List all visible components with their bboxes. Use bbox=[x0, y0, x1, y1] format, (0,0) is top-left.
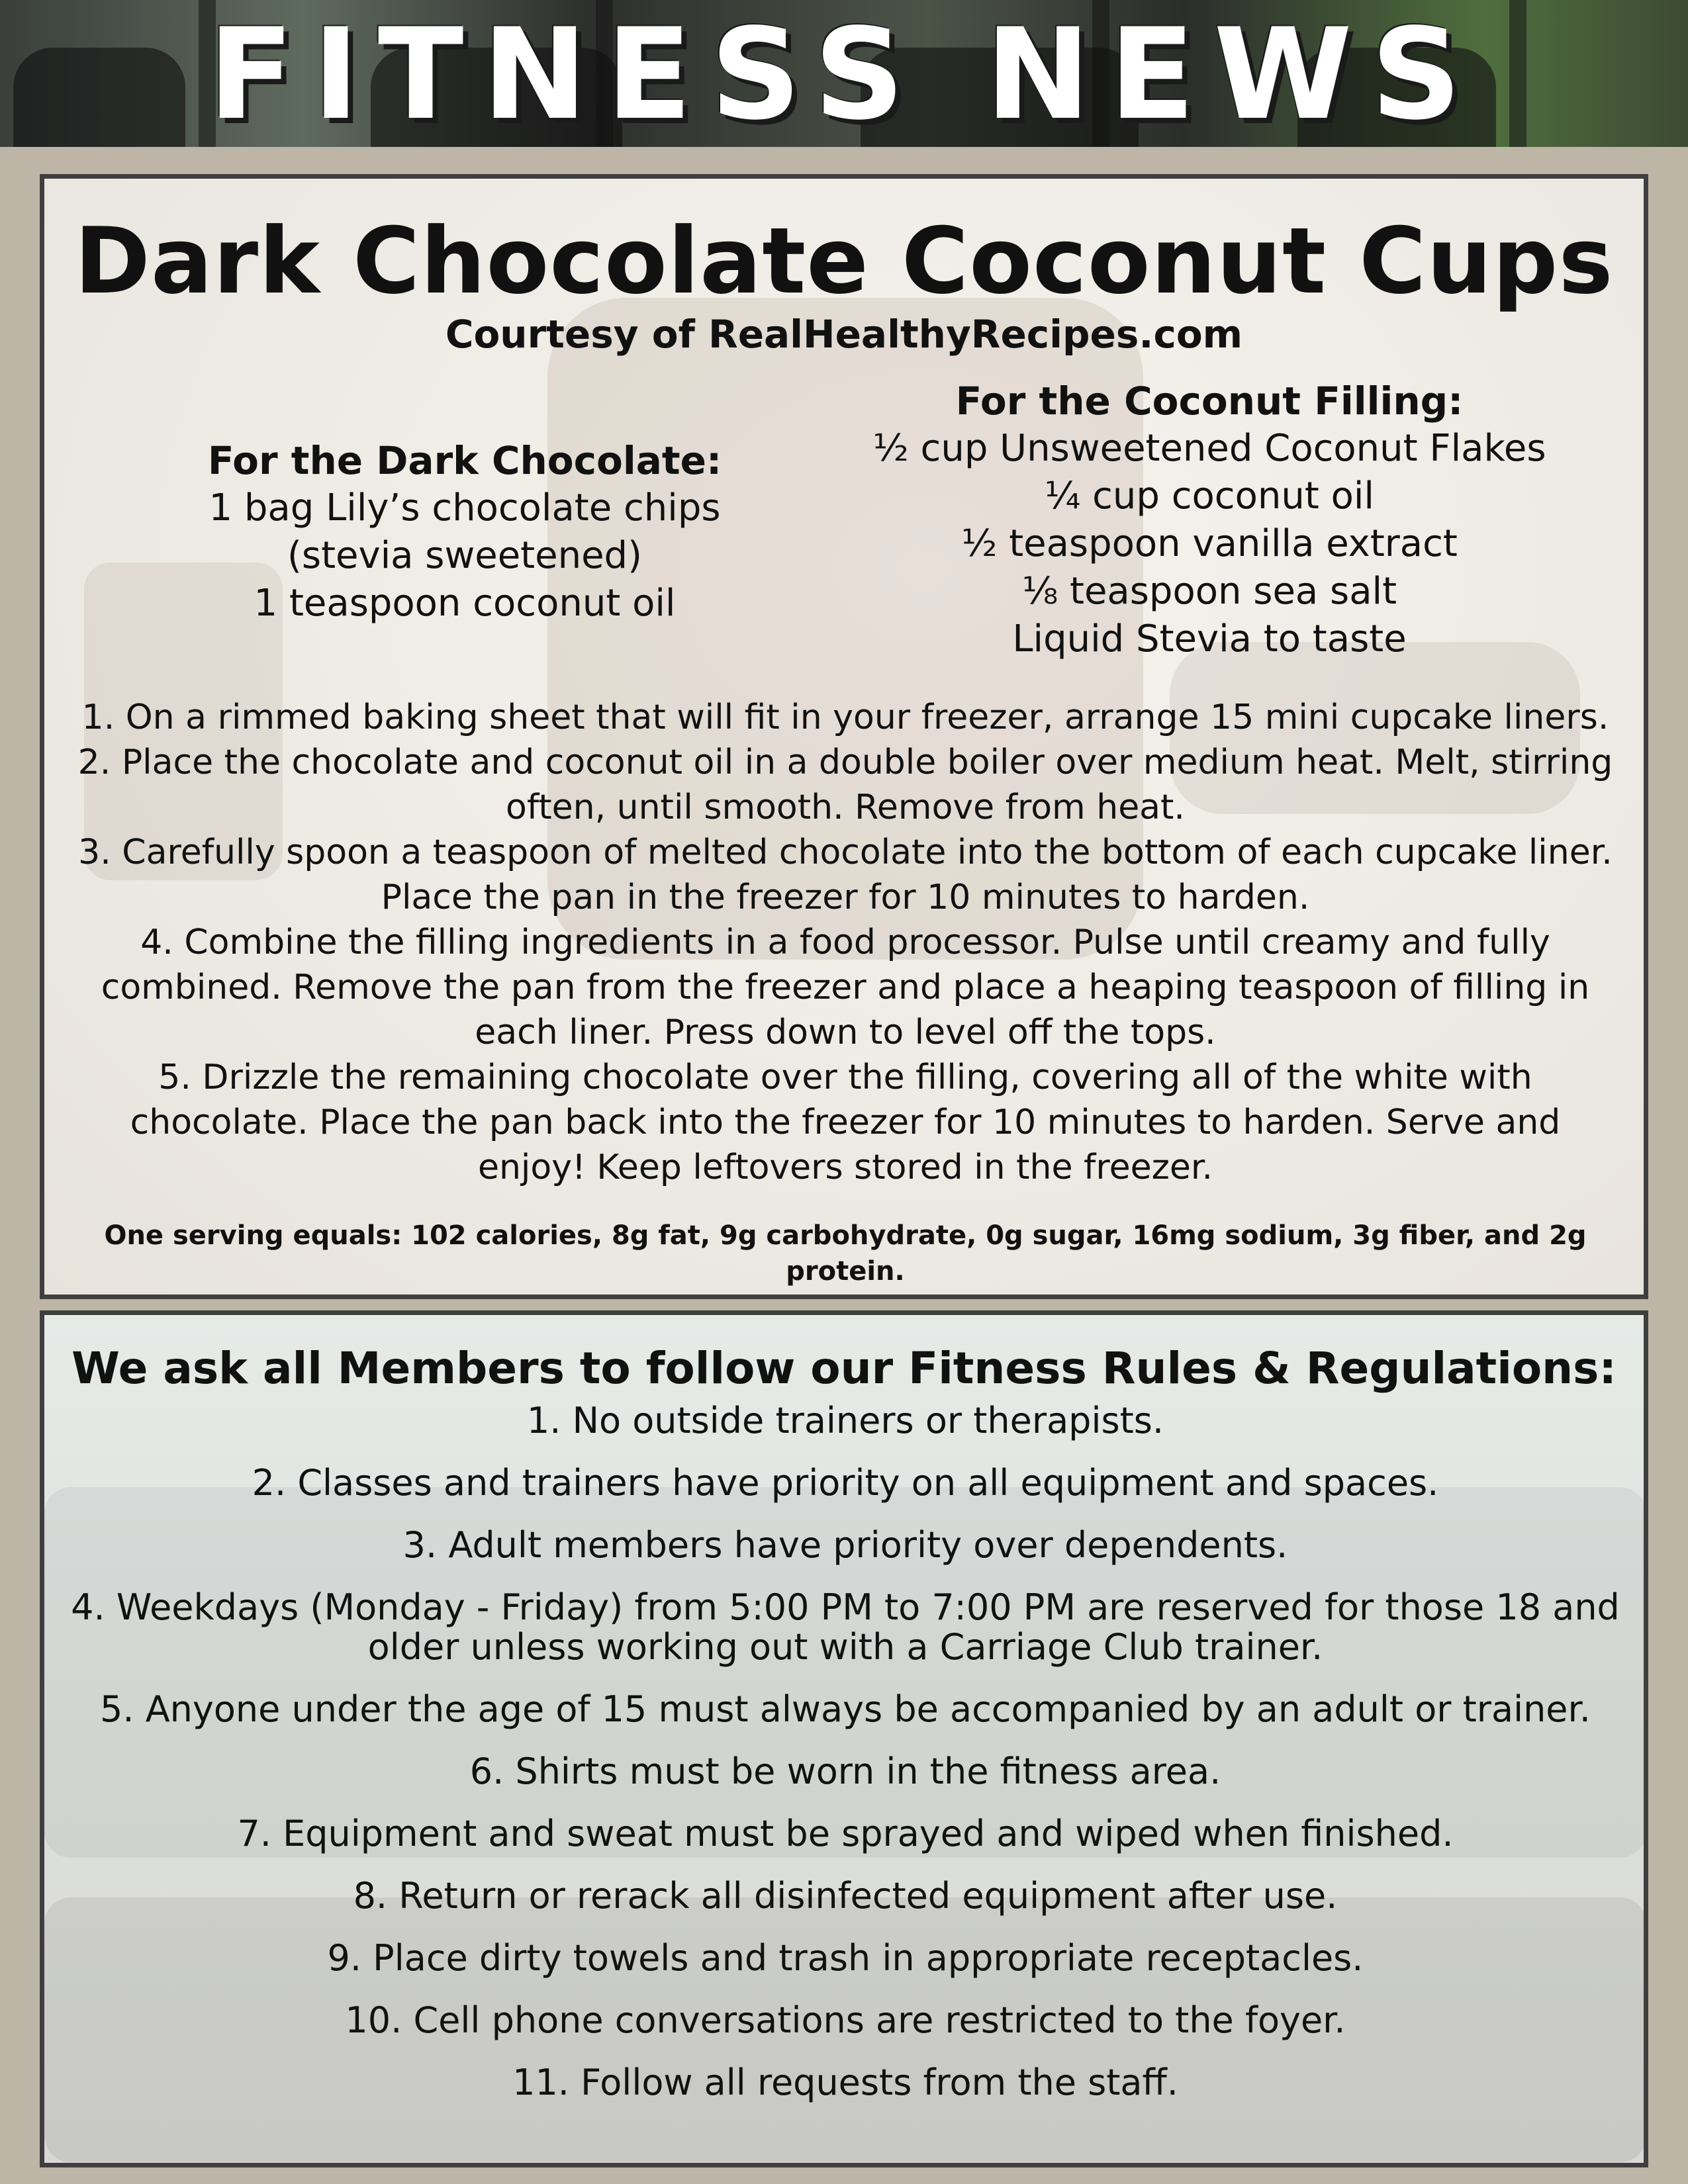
dark-chocolate-heading: For the Dark Chocolate: bbox=[207, 438, 722, 483]
ingredient-item: Liquid Stevia to taste bbox=[1012, 617, 1407, 660]
ingredient-item: ⅛ teaspoon sea salt bbox=[1021, 570, 1397, 613]
rule-item: 10. Cell phone conversations are restricted to the foyer. bbox=[345, 1999, 1346, 2041]
masthead-banner bbox=[0, 0, 1688, 147]
recipe-steps bbox=[77, 695, 1613, 1190]
recipe-step: 5. Drizzle the remaining chocolate over the filling, covering all of the white with chocolate. Place the pan back into the freezer for 10 minutes to harden. Serve and enjoy! Keep leftovers stored in the freezer. bbox=[130, 1058, 1561, 1187]
rule-item: 8. Return or rerack all disinfected equipment after use. bbox=[353, 1875, 1338, 1917]
rule-item: 1. No outside trainers or therapists. bbox=[526, 1400, 1164, 1441]
rule-item: 7. Equipment and sweat must be sprayed and wiped when finished. bbox=[237, 1813, 1454, 1854]
recipe-step: 1. On a rimmed baking sheet that will fit in your freezer, arrange 15 mini cupcake liners. bbox=[81, 698, 1609, 737]
recipe-step: 3. Carefully spoon a teaspoon of melted chocolate into the bottom of each cupcake liner. Place the pan in the freezer for 10 minutes to harden. bbox=[78, 833, 1613, 917]
coconut-filling-ingredients bbox=[812, 377, 1607, 663]
rules-list bbox=[71, 1401, 1620, 2125]
rule-item: 3. Adult members have priority over dependents. bbox=[402, 1524, 1288, 1566]
recipe-credit: Courtesy of RealHealthyRecipes.com bbox=[445, 312, 1243, 357]
rule-item: 5. Anyone under the age of 15 must always be accompanied by an adult or trainer. bbox=[100, 1688, 1591, 1730]
rules-title: We ask all Members to follow our Fitness Rules & Regulations: bbox=[71, 1343, 1617, 1394]
recipe-panel bbox=[40, 174, 1648, 1299]
rule-item: 9. Place dirty towels and trash in appropriate receptacles. bbox=[327, 1937, 1364, 1979]
dark-chocolate-ingredients bbox=[144, 437, 786, 627]
ingredient-item: ¼ cup coconut oil bbox=[1045, 475, 1374, 518]
recipe-step: 4. Combine the filling ingredients in a food processor. Pulse until creamy and fully combined. Remove the pan from the freezer and place a heaping teaspoon of filling in each liner. Press down to level off the tops. bbox=[101, 923, 1590, 1052]
rule-item: 4. Weekdays (Monday - Friday) from 5:00 PM to 7:00 PM are reserved for those 18 and older unless working out with a Carriage Club trainer. bbox=[71, 1586, 1620, 1668]
coconut-filling-heading: For the Coconut Filling: bbox=[955, 379, 1464, 424]
recipe-step: 2. Place the chocolate and coconut oil in a double boiler over medium heat. Melt, stirring often, until smooth. Remove from heat. bbox=[77, 743, 1613, 827]
rule-item: 6. Shirts must be worn in the fitness area. bbox=[469, 1751, 1221, 1792]
nutrition-facts: One serving equals: 102 calories, 8g fat, 9g carbohydrate, 0g sugar, 16mg sodium, 3g fiber, and 2g protein. bbox=[104, 1220, 1587, 1287]
newsletter-title: FITNESS NEWS bbox=[208, 1, 1480, 147]
rule-item: 2. Classes and trainers have priority on all equipment and spaces. bbox=[252, 1462, 1439, 1504]
ingredient-item: ½ cup Unsweetened Coconut Flakes bbox=[872, 427, 1546, 470]
ingredient-item: 1 teaspoon coconut oil bbox=[254, 582, 676, 625]
rules-panel bbox=[40, 1310, 1648, 2167]
ingredient-item: ½ teaspoon vanilla extract bbox=[961, 522, 1458, 565]
recipe-title: Dark Chocolate Coconut Cups bbox=[74, 208, 1614, 314]
ingredient-item: 1 bag Lily’s chocolate chips (stevia sweetened) bbox=[209, 486, 721, 577]
rule-item: 11. Follow all requests from the staff. bbox=[512, 2062, 1178, 2103]
